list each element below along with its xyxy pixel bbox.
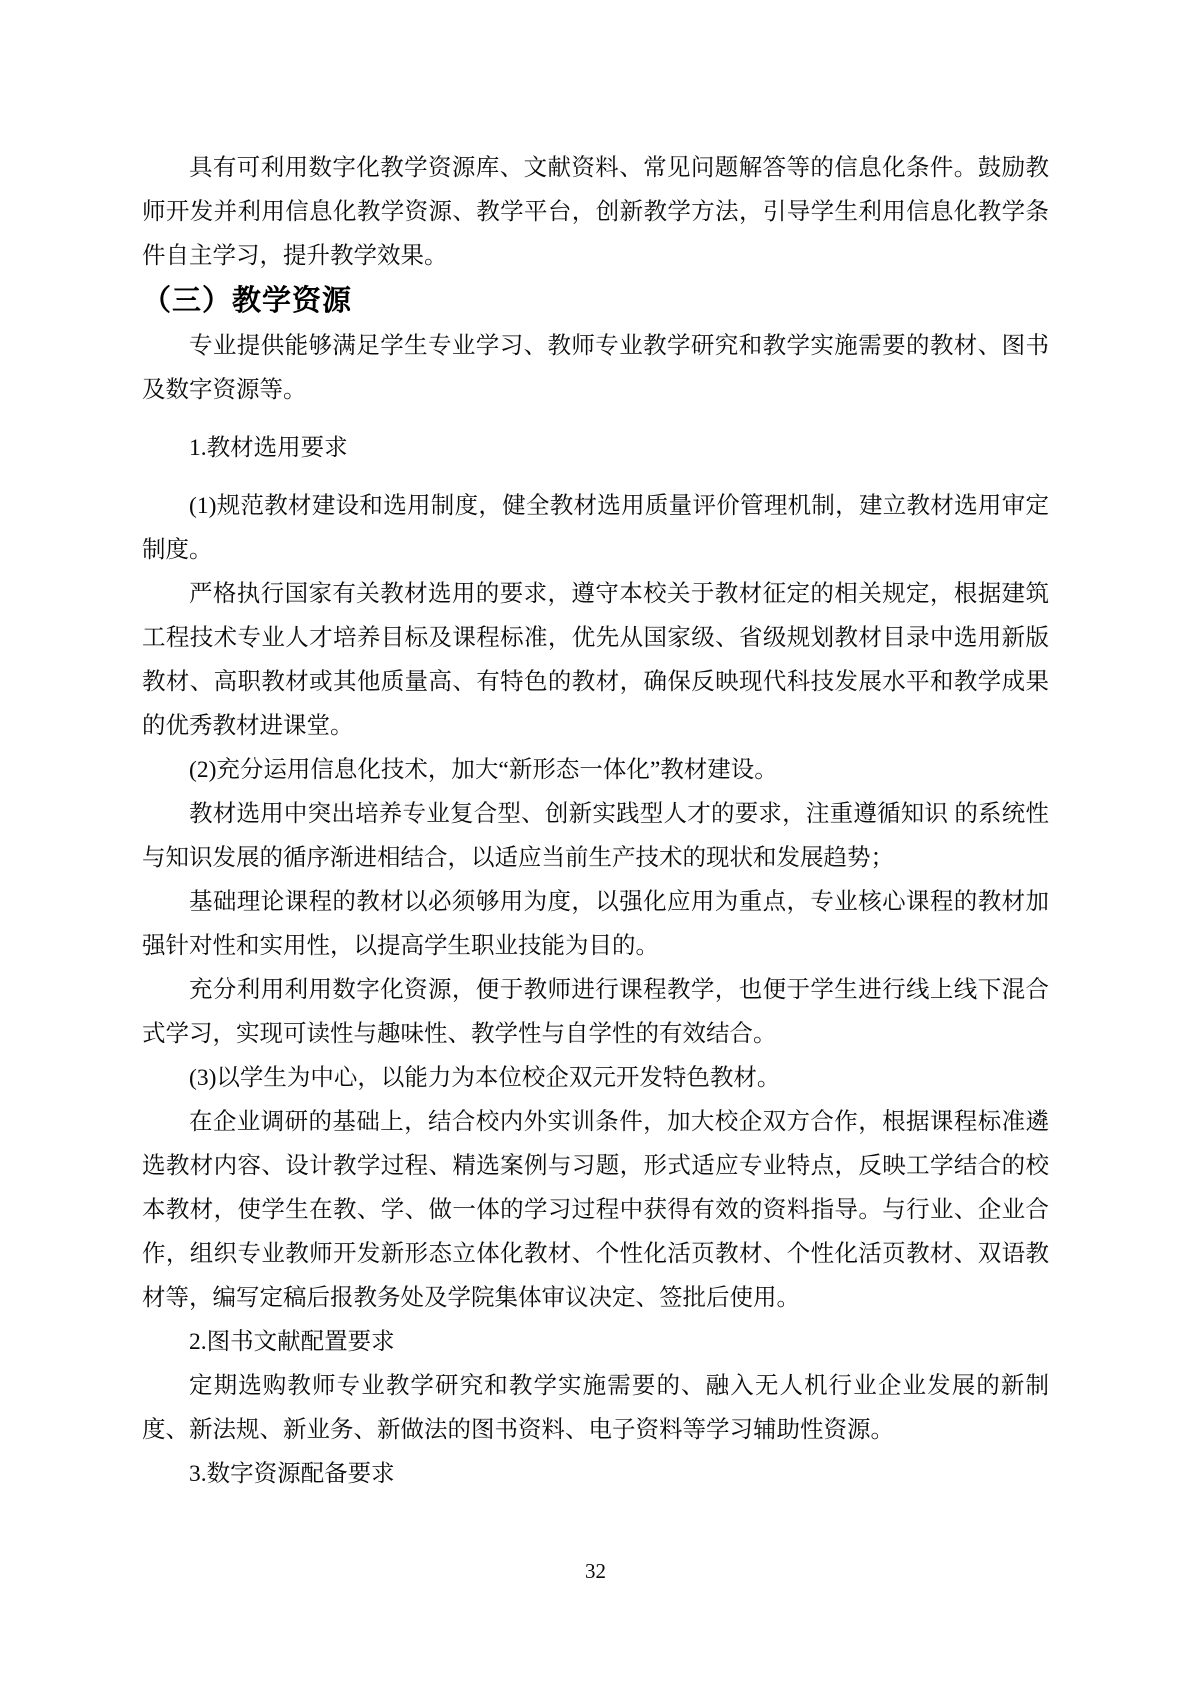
- paragraph-library-purchasing: 定期选购教师专业教学研究和教学实施需要的、融入无人机行业企业发展的新制度、新法规、新业务、新做法的图书资料、电子资料等学习辅助性资源。: [142, 1373, 1049, 1443]
- subsection-title-digital-resources: 3.数字资源配备要求: [189, 1461, 395, 1487]
- subsection-title-textbook-selection: 1.教材选用要求: [189, 435, 348, 461]
- section-heading-teaching-resources: （三）教学资源: [142, 285, 353, 317]
- paragraph-enterprise-cooperation: 在企业调研的基础上，结合校内外实训条件，加大校企双方合作，根据课程标准遴选教材内容、设计教学过程、精选案例与习题，形式适应专业特点，反映工学结合的校本教材，使学生在教、学、做一体的学习过程中获得有效的资料指导。与行业、企业合作，组织专业教师开发新形态立体化教材、个性化活页教材、个性化活页教材、双语教材等，编写定稿后报教务处及学院集体审议决定、签批后使用。: [142, 1109, 1049, 1311]
- paragraph-info-conditions: 具有可利用数字化教学资源库、文献资料、常见问题解答等的信息化条件。鼓励教师开发并利用信息化教学资源、教学平台，创新教学方法，引导学生利用信息化教学条件自主学习，提升教学效果。: [142, 155, 1049, 269]
- page-body: [142, 146, 1049, 1496]
- paragraph-item-1-selection-system: (1)规范教材建设和选用制度，健全教材选用质量评价管理机制，建立教材选用审定制度。: [142, 493, 1049, 563]
- paragraph-digital-resources-use: 充分利用利用数字化资源，便于教师进行课程教学，也便于学生进行线上线下混合式学习，实现可读性与趣味性、教学性与自学性的有效结合。: [142, 977, 1049, 1047]
- paragraph-basic-theory-textbooks: 基础理论课程的教材以必须够用为度，以强化应用为重点，专业核心课程的教材加强针对性和实用性，以提高学生职业技能为目的。: [142, 889, 1049, 959]
- paragraph-item-3-student-centered: (3)以学生为中心，以能力为本位校企双元开发特色教材。: [189, 1065, 781, 1091]
- page-number: 32: [585, 1559, 606, 1583]
- paragraph-composite-talent: 教材选用中突出培养专业复合型、创新实践型人才的要求，注重遵循知识 的系统性与知识发展的循序渐进相结合，以适应当前生产技术的现状和发展趋势；: [142, 801, 1049, 871]
- paragraph-resources-overview: 专业提供能够满足学生专业学习、教师专业教学研究和教学实施需要的教材、图书及数字资源等。: [142, 333, 1049, 403]
- paragraph-item-2-informatization: (2)充分运用信息化技术，加大“新形态一体化”教材建设。: [189, 757, 778, 783]
- subsection-title-library-documents: 2.图书文献配置要求: [189, 1329, 395, 1355]
- paragraph-selection-requirements: 严格执行国家有关教材选用的要求，遵守本校关于教材征定的相关规定，根据建筑工程技术专业人才培养目标及课程标准，优先从国家级、省级规划教材目录中选用新版教材、高职教材或其他质量高、有特色的教材，确保反映现代科技发展水平和教学成果的优秀教材进课堂。: [142, 581, 1049, 739]
